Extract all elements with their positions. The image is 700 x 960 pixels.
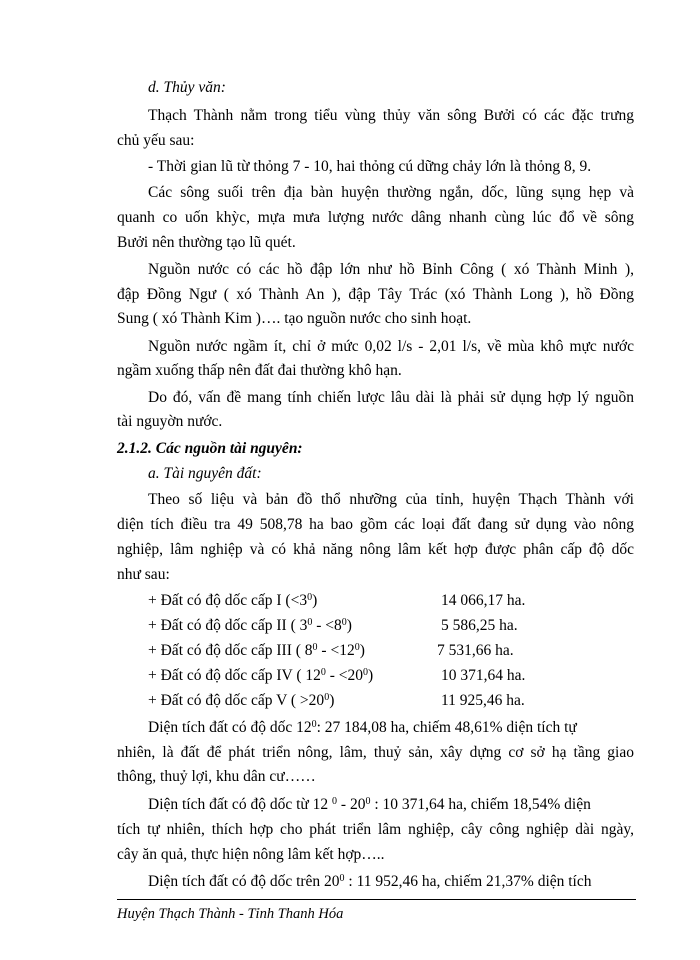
slope-class-label: + Đất có độ dốc cấp I $(<3^0)$ (148, 592, 318, 609)
paragraph-line: diện tích điều tra 49 508,78 ha bao gồm các loại đất đang sử dụng vào nông (117, 516, 634, 533)
paragraph-line: Diện tích đất có độ dốc trên $20^0$ : 11 952,46 ha, chiếm 21,37% diện tích (148, 873, 592, 890)
slope-class-label: + Đất có độ dốc cấp III ( $8^0 - <12^0$) (148, 642, 365, 659)
paragraph-line: Nguồn nước ngầm ít, chỉ ở mức 0,02 l/s - 2,01 l/s, về mùa khô mực nước (148, 338, 634, 355)
paragraph-line: nghiệp, lâm nghiệp và có khả năng nông lâm kết hợp được phân cấp độ dốc (117, 541, 634, 558)
section-heading-hydrology: d. Thủy văn: (148, 79, 226, 96)
paragraph-line: Diện tích đất có độ dốc $12^0$: 27 184,08 ha, chiếm 48,61% diện tích tự (148, 719, 577, 736)
paragraph-line: ngầm xuống thấp nên đất đai thường khô hạn. (117, 362, 402, 379)
paragraph-line: đập Đồng Ngư ( xó Thành An ), đập Tây Trác (xó Thành Long ), hồ Đồng (117, 286, 634, 303)
paragraph-line: tài nguyờn nước. (117, 413, 223, 430)
paragraph-line: Diện tích đất có độ dốc từ 12 $^0 - 20^0$ : 10 371,64 ha, chiếm 18,54% diện (148, 796, 591, 813)
paragraph-line: Bưởi nên thường tạo lũ quét. (117, 234, 296, 251)
section-heading-resources: 2.1.2. Các nguồn tài nguyên: (117, 440, 303, 457)
slope-class-label: + Đất có độ dốc cấp IV ( $12^0 - <20^0$) (148, 667, 374, 684)
paragraph-line: Nguồn nước có các hồ đập lớn như hồ Bỉnh Công ( xó Thành Minh ), (148, 261, 634, 278)
paragraph-line: nhiên, là đất để phát triển nông, lâm, thuỷ sản, xây dựng cơ sở hạ tầng giao (117, 744, 634, 761)
paragraph-line: Sung ( xó Thành Kim )…. tạo nguồn nước cho sinh hoạt. (117, 310, 472, 327)
paragraph-line: chủ yếu sau: (117, 132, 195, 149)
slope-class-label: + Đất có độ dốc cấp II ( $3^0 - <8^0$) (148, 617, 352, 634)
paragraph-line: Theo số liệu và bản đồ thổ nhưỡng của tỉnh, huyện Thạch Thành với (148, 491, 634, 508)
paragraph-line: Do đó, vấn đề mang tính chiến lược lâu dài là phải sử dụng hợp lý nguồn (148, 389, 634, 406)
footer-text: Huyện Thạch Thành - Tỉnh Thanh Hóa (117, 906, 344, 922)
paragraph-line: cây ăn quả, thực hiện nông lâm kết hợp….. (117, 846, 385, 863)
paragraph-line: thông, thuỷ lợi, khu dân cư…… (117, 768, 316, 785)
slope-class-area: 10 371,64 ha. (441, 667, 526, 684)
slope-class-area: 7 531,66 ha. (437, 642, 514, 659)
paragraph-line: Các sông suối trên địa bàn huyện thường ngắn, dốc, lũng sụng hẹp và (148, 184, 634, 201)
footer-divider (117, 899, 636, 900)
slope-class-area: 11 925,46 ha. (441, 692, 525, 709)
subsection-heading-land: a. Tài nguyên đất: (148, 465, 262, 482)
slope-class-label: + Đất có độ dốc cấp V ( $>20^0$) (148, 692, 335, 709)
paragraph-line: tích tự nhiên, thích hợp cho phát triển lâm nghiệp, cây công nghiệp dài ngày, (117, 821, 634, 838)
slope-class-area: 5 586,25 ha. (441, 617, 518, 634)
paragraph-line: - Thời gian lũ từ thỏng 7 - 10, hai thỏng cú dững chảy lớn là thỏng 8, 9. (148, 158, 592, 175)
paragraph-line: Thạch Thành nằm trong tiểu vùng thủy văn sông Bưởi có các đặc trưng (148, 107, 634, 124)
paragraph-line: quanh co uốn khỳc, mựa mưa lượng nước dâng nhanh cùng lúc đổ về sông (117, 209, 634, 226)
paragraph-line: như sau: (117, 566, 170, 583)
slope-class-area: 14 066,17 ha. (441, 592, 526, 609)
